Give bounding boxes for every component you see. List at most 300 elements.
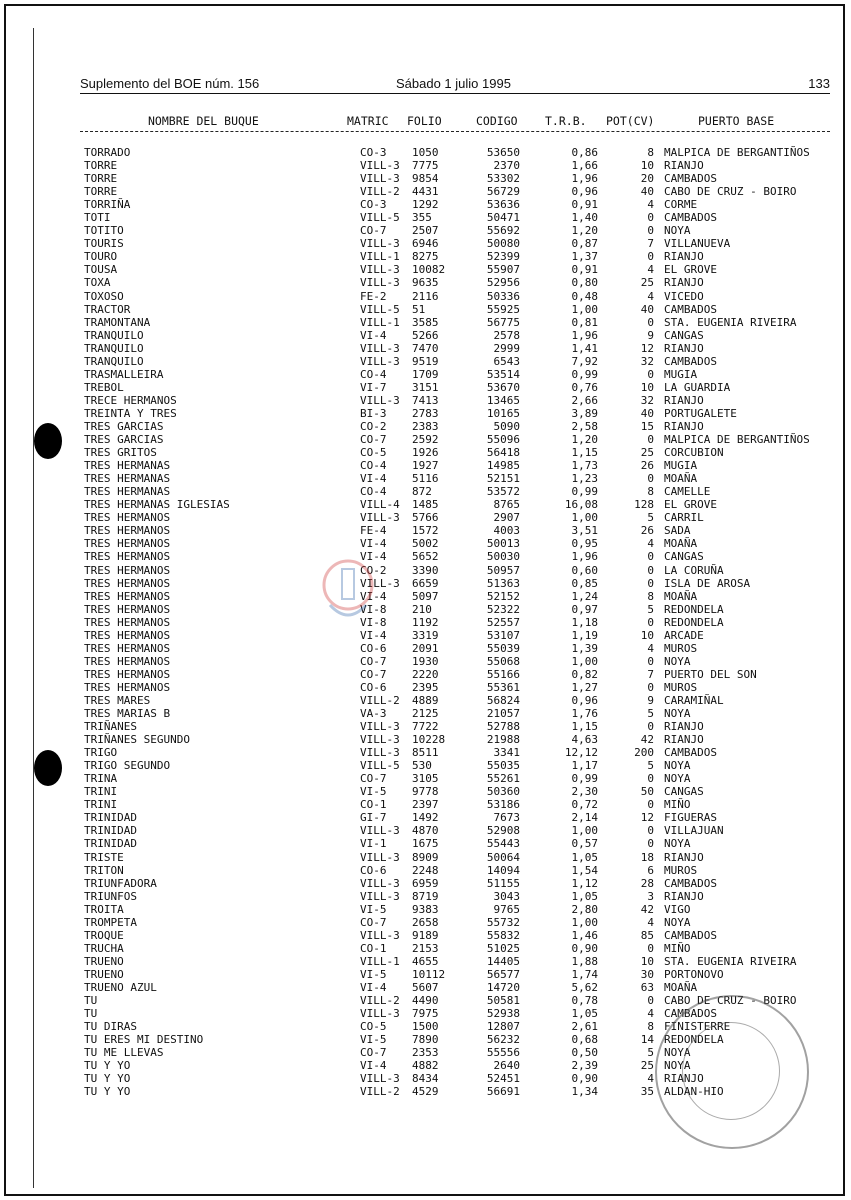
puerto-base-cell: PUERTO DEL SON xyxy=(664,667,757,681)
codigo-cell: 55068 xyxy=(486,654,520,668)
folio-cell: 3151 xyxy=(412,380,439,394)
matricula-cell: VILL-1 xyxy=(360,250,400,264)
puerto-base-cell: MOAÑA xyxy=(664,981,698,994)
vessel-name-cell: TOUSA xyxy=(84,263,118,277)
puerto-base-cell: CORME xyxy=(664,198,698,212)
vessel-name-cell: TOURO xyxy=(84,250,118,264)
vessel-name-cell: TU xyxy=(84,994,98,1008)
trb-cell: 1,00 xyxy=(571,511,598,525)
matricula-cell: VI-5 xyxy=(360,1033,387,1047)
matricula-cell: CO-7 xyxy=(360,654,387,668)
table-row xyxy=(0,824,851,837)
trb-cell: 0,82 xyxy=(571,667,598,681)
puerto-base-cell: STA. EUGENIA RIVEIRA xyxy=(664,954,797,968)
vessel-name-cell: TRES HERMANOS xyxy=(84,589,171,603)
matricula-cell: BI-3 xyxy=(360,406,387,420)
vessel-name-cell: TORRE xyxy=(84,185,118,199)
vessel-name-cell: TRECE HERMANOS xyxy=(84,393,177,407)
col-header-trb: T.R.B. xyxy=(545,114,587,128)
table-row xyxy=(0,185,851,198)
puerto-base-cell: NOYA xyxy=(664,654,691,668)
potencia-cell: 4 xyxy=(647,915,654,929)
table-row xyxy=(0,485,851,498)
folio-cell: 2592 xyxy=(412,433,439,447)
codigo-cell: 50360 xyxy=(486,785,520,799)
potencia-cell: 5 xyxy=(647,511,654,525)
folio-cell: 9635 xyxy=(412,276,439,290)
folio-cell: 1930 xyxy=(412,654,439,668)
folio-cell: 1927 xyxy=(412,459,439,473)
folio-cell: 6946 xyxy=(412,237,439,251)
trb-cell: 0,95 xyxy=(571,537,598,551)
puerto-base-cell: MOAÑA xyxy=(664,472,698,486)
matricula-cell: CO-5 xyxy=(360,446,387,460)
puerto-base-cell: PORTUGALETE xyxy=(664,406,737,420)
table-row xyxy=(0,733,851,746)
trb-cell: 1,27 xyxy=(571,680,598,694)
matricula-cell: VI-4 xyxy=(360,1059,387,1073)
puerto-base-cell: ARCADE xyxy=(664,628,704,642)
codigo-cell: 50957 xyxy=(486,563,520,577)
codigo-cell: 53670 xyxy=(486,380,520,394)
matricula-cell: CO-2 xyxy=(360,563,387,577)
table-row xyxy=(0,394,851,407)
table-row xyxy=(0,211,851,224)
trb-cell: 1,15 xyxy=(571,446,598,460)
codigo-cell: 55907 xyxy=(486,263,520,277)
potencia-cell: 0 xyxy=(647,315,654,329)
folio-cell: 5766 xyxy=(412,511,439,525)
vessel-name-cell: TRES HERMANOS xyxy=(84,628,171,642)
page-number: 133 xyxy=(808,76,830,91)
vessel-name-cell: TRES HERMANOS xyxy=(84,524,171,538)
potencia-cell: 8 xyxy=(647,485,654,499)
trb-cell: 1,74 xyxy=(571,967,598,981)
col-header-matric: MATRIC xyxy=(347,114,389,128)
vessel-name-cell: TOTITO xyxy=(84,224,124,238)
folio-cell: 2397 xyxy=(412,798,439,812)
trb-cell: 1,34 xyxy=(571,1085,598,1099)
potencia-cell: 12 xyxy=(640,811,654,825)
folio-cell: 5097 xyxy=(412,589,439,603)
codigo-cell: 53186 xyxy=(486,798,520,812)
folio-cell: 4870 xyxy=(412,824,439,838)
codigo-cell: 2999 xyxy=(493,341,520,355)
trb-cell: 1,37 xyxy=(571,250,598,264)
puerto-base-cell: CARRIL xyxy=(664,511,704,525)
vessel-name-cell: TRIUNFADORA xyxy=(84,876,157,890)
table-row xyxy=(0,955,851,968)
matricula-cell: VILL-3 xyxy=(360,746,400,760)
vessel-name-cell: TRES MARIAS B xyxy=(84,707,171,721)
folio-cell: 8434 xyxy=(412,1072,439,1086)
folio-cell: 530 xyxy=(412,759,432,773)
vessel-name-cell: TRES HERMANOS xyxy=(84,550,171,564)
vessel-name-cell: TU ME LLEVAS xyxy=(84,1046,164,1060)
potencia-cell: 9 xyxy=(647,328,654,342)
potencia-cell: 85 xyxy=(640,928,654,942)
codigo-cell: 21988 xyxy=(486,733,520,747)
matricula-cell: VILL-3 xyxy=(360,876,400,890)
vessel-name-cell: TRES MARES xyxy=(84,693,151,707)
table-row xyxy=(0,616,851,629)
potencia-cell: 50 xyxy=(640,785,654,799)
matricula-cell: CO-7 xyxy=(360,433,387,447)
puerto-base-cell: RIANJO xyxy=(664,341,704,355)
vessel-name-cell: TROQUE xyxy=(84,928,124,942)
codigo-cell: 51363 xyxy=(486,576,520,590)
puerto-base-cell: FINISTERRE xyxy=(664,1020,731,1034)
codigo-cell: 2578 xyxy=(493,328,520,342)
puerto-base-cell: VILLAJUAN xyxy=(664,824,724,838)
matricula-cell: VILL-3 xyxy=(360,889,400,903)
matricula-cell: VILL-1 xyxy=(360,954,400,968)
matricula-cell: CO-3 xyxy=(360,198,387,212)
vessel-name-cell: TOXOSO xyxy=(84,289,124,303)
codigo-cell: 55832 xyxy=(486,928,520,942)
col-header-codigo: CODIGO xyxy=(476,114,518,128)
potencia-cell: 8 xyxy=(647,146,654,159)
folio-cell: 4490 xyxy=(412,994,439,1008)
puerto-base-cell: REDONDELA xyxy=(664,602,724,616)
folio-cell: 2248 xyxy=(412,863,439,877)
puerto-base-cell: RIANJO xyxy=(664,250,704,264)
trb-cell: 0,60 xyxy=(571,563,598,577)
vessel-name-cell: TRIGO xyxy=(84,746,118,760)
table-row xyxy=(0,655,851,668)
potencia-cell: 0 xyxy=(647,680,654,694)
folio-cell: 10228 xyxy=(412,733,446,747)
vessel-name-cell: TRES HERMANOS xyxy=(84,563,171,577)
puerto-base-cell: CAMBADOS xyxy=(664,172,717,186)
codigo-cell: 52152 xyxy=(486,589,520,603)
folio-cell: 2395 xyxy=(412,680,439,694)
vessel-name-cell: TU Y YO xyxy=(84,1059,131,1073)
vessel-table xyxy=(0,146,851,1098)
puerto-base-cell: NOYA xyxy=(664,759,691,773)
vessel-name-cell: TRES GARCIAS xyxy=(84,419,164,433)
folio-cell: 2353 xyxy=(412,1046,439,1060)
codigo-cell: 55261 xyxy=(486,772,520,786)
codigo-cell: 52557 xyxy=(486,615,520,629)
table-row xyxy=(0,290,851,303)
puerto-base-cell: CARAMIÑAL xyxy=(664,693,724,707)
table-row xyxy=(0,772,851,785)
puerto-base-cell: ALDAN-HIO xyxy=(664,1085,724,1099)
matricula-cell: VILL-4 xyxy=(360,498,400,512)
puerto-base-cell: MUGIA xyxy=(664,367,698,381)
vessel-name-cell: TRISTE xyxy=(84,850,124,864)
trb-cell: 1,17 xyxy=(571,759,598,773)
trb-cell: 2,58 xyxy=(571,419,598,433)
trb-cell: 0,96 xyxy=(571,693,598,707)
potencia-cell: 12 xyxy=(640,341,654,355)
matricula-cell: CO-4 xyxy=(360,367,387,381)
table-row xyxy=(0,237,851,250)
potencia-cell: 63 xyxy=(640,981,654,994)
puerto-base-cell: REDONDELA xyxy=(664,1033,724,1047)
trb-cell: 0,50 xyxy=(571,1046,598,1060)
potencia-cell: 0 xyxy=(647,224,654,238)
matricula-cell: VI-1 xyxy=(360,837,387,851)
puerto-base-cell: MUROS xyxy=(664,680,698,694)
puerto-base-cell: MALPICA DE BERGANTIÑOS xyxy=(664,146,810,159)
potencia-cell: 42 xyxy=(640,902,654,916)
trb-cell: 0,80 xyxy=(571,276,598,290)
potencia-cell: 4 xyxy=(647,537,654,551)
vessel-name-cell: TRAMONTANA xyxy=(84,315,151,329)
publication-date: Sábado 1 julio 1995 xyxy=(396,76,511,91)
matricula-cell: CO-4 xyxy=(360,485,387,499)
folio-cell: 1500 xyxy=(412,1020,439,1034)
trb-cell: 1,00 xyxy=(571,654,598,668)
matricula-cell: CO-2 xyxy=(360,419,387,433)
puerto-base-cell: RIANJO xyxy=(664,419,704,433)
codigo-cell: 55166 xyxy=(486,667,520,681)
table-row xyxy=(0,785,851,798)
potencia-cell: 5 xyxy=(647,759,654,773)
potencia-cell: 28 xyxy=(640,876,654,890)
puerto-base-cell: RIANJO xyxy=(664,1072,704,1086)
matricula-cell: CO-1 xyxy=(360,798,387,812)
potencia-cell: 15 xyxy=(640,419,654,433)
folio-cell: 10112 xyxy=(412,967,446,981)
vessel-name-cell: TRINIDAD xyxy=(84,811,137,825)
trb-cell: 1,41 xyxy=(571,341,598,355)
vessel-name-cell: TROITA xyxy=(84,902,124,916)
folio-cell: 8719 xyxy=(412,889,439,903)
vessel-name-cell: TRES HERMANOS xyxy=(84,641,171,655)
puerto-base-cell: CAMBADOS xyxy=(664,1007,717,1021)
table-row xyxy=(0,511,851,524)
table-row xyxy=(0,433,851,446)
puerto-base-cell: RIANJO xyxy=(664,276,704,290)
folio-cell: 1675 xyxy=(412,837,439,851)
trb-cell: 0,90 xyxy=(571,1072,598,1086)
potencia-cell: 26 xyxy=(640,459,654,473)
codigo-cell: 52399 xyxy=(486,250,520,264)
trb-cell: 1,96 xyxy=(571,328,598,342)
publication-title: Suplemento del BOE núm. 156 xyxy=(80,76,260,91)
matricula-cell: VA-3 xyxy=(360,707,387,721)
puerto-base-cell: PORTONOVO xyxy=(664,967,724,981)
folio-cell: 6959 xyxy=(412,876,439,890)
table-row xyxy=(0,590,851,603)
puerto-base-cell: NOYA xyxy=(664,915,691,929)
codigo-cell: 56775 xyxy=(486,315,520,329)
table-row xyxy=(0,746,851,759)
header-dashed-rule xyxy=(80,131,830,132)
puerto-base-cell: REDONDELA xyxy=(664,615,724,629)
folio-cell: 7775 xyxy=(412,159,439,173)
table-row xyxy=(0,694,851,707)
trb-cell: 1,39 xyxy=(571,641,598,655)
vessel-name-cell: TU xyxy=(84,1007,98,1021)
trb-cell: 1,05 xyxy=(571,850,598,864)
folio-cell: 2507 xyxy=(412,224,439,238)
codigo-cell: 55035 xyxy=(486,759,520,773)
table-row xyxy=(0,603,851,616)
vessel-name-cell: TRANQUILO xyxy=(84,354,144,368)
table-row xyxy=(0,903,851,916)
folio-cell: 2153 xyxy=(412,941,439,955)
potencia-cell: 0 xyxy=(647,367,654,381)
puerto-base-cell: RIANJO xyxy=(664,393,704,407)
puerto-base-cell: RIANJO xyxy=(664,159,704,173)
potencia-cell: 35 xyxy=(640,1085,654,1099)
folio-cell: 4882 xyxy=(412,1059,439,1073)
folio-cell: 3319 xyxy=(412,628,439,642)
folio-cell: 2091 xyxy=(412,641,439,655)
vessel-name-cell: TRANQUILO xyxy=(84,328,144,342)
table-row xyxy=(0,916,851,929)
puerto-base-cell: ISLA DE AROSA xyxy=(664,576,751,590)
puerto-base-cell: RIANJO xyxy=(664,733,704,747)
folio-cell: 2125 xyxy=(412,707,439,721)
puerto-base-cell: MALPICA DE BERGANTIÑOS xyxy=(664,433,810,447)
trb-cell: 0,57 xyxy=(571,837,598,851)
potencia-cell: 200 xyxy=(634,746,654,760)
matricula-cell: VILL-3 xyxy=(360,393,400,407)
potencia-cell: 40 xyxy=(640,185,654,199)
matricula-cell: VILL-3 xyxy=(360,511,400,525)
trb-cell: 1,00 xyxy=(571,302,598,316)
potencia-cell: 14 xyxy=(640,1033,654,1047)
potencia-cell: 0 xyxy=(647,824,654,838)
trb-cell: 12,12 xyxy=(564,746,598,760)
table-row xyxy=(0,564,851,577)
potencia-cell: 0 xyxy=(647,615,654,629)
codigo-cell: 53107 xyxy=(486,628,520,642)
table-row xyxy=(0,303,851,316)
table-row xyxy=(0,798,851,811)
potencia-cell: 18 xyxy=(640,850,654,864)
folio-cell: 355 xyxy=(412,211,432,225)
table-row xyxy=(0,146,851,159)
vessel-name-cell: TRES HERMANOS xyxy=(84,576,171,590)
matricula-cell: GI-7 xyxy=(360,811,387,825)
trb-cell: 2,39 xyxy=(571,1059,598,1073)
vessel-name-cell: TRES HERMANAS xyxy=(84,472,171,486)
table-row xyxy=(0,355,851,368)
folio-cell: 1572 xyxy=(412,524,439,538)
matricula-cell: VI-4 xyxy=(360,537,387,551)
potencia-cell: 0 xyxy=(647,994,654,1008)
potencia-cell: 25 xyxy=(640,446,654,460)
puerto-base-cell: LA CORUÑA xyxy=(664,563,724,577)
vessel-name-cell: TRIUNFOS xyxy=(84,889,137,903)
potencia-cell: 4 xyxy=(647,289,654,303)
trb-cell: 7,92 xyxy=(571,354,598,368)
trb-cell: 1,05 xyxy=(571,1007,598,1021)
potencia-cell: 9 xyxy=(647,693,654,707)
matricula-cell: CO-6 xyxy=(360,863,387,877)
matricula-cell: VILL-3 xyxy=(360,928,400,942)
table-row xyxy=(0,851,851,864)
puerto-base-cell: MUROS xyxy=(664,641,698,655)
table-row xyxy=(0,446,851,459)
trb-cell: 1,96 xyxy=(571,550,598,564)
folio-cell: 2383 xyxy=(412,419,439,433)
matricula-cell: VI-5 xyxy=(360,785,387,799)
potencia-cell: 42 xyxy=(640,733,654,747)
potencia-cell: 0 xyxy=(647,720,654,734)
codigo-cell: 50581 xyxy=(486,994,520,1008)
trb-cell: 1,73 xyxy=(571,459,598,473)
matricula-cell: VILL-2 xyxy=(360,994,400,1008)
vessel-name-cell: TOTI xyxy=(84,211,111,225)
codigo-cell: 52451 xyxy=(486,1072,520,1086)
trb-cell: 1,15 xyxy=(571,720,598,734)
table-row xyxy=(0,250,851,263)
potencia-cell: 5 xyxy=(647,602,654,616)
puerto-base-cell: STA. EUGENIA RIVEIRA xyxy=(664,315,797,329)
header-rule xyxy=(80,93,830,94)
puerto-base-cell: CAMBADOS xyxy=(664,354,717,368)
trb-cell: 3,89 xyxy=(571,406,598,420)
trb-cell: 0,72 xyxy=(571,798,598,812)
page-header xyxy=(80,76,830,92)
matricula-cell: FE-2 xyxy=(360,289,387,303)
trb-cell: 2,66 xyxy=(571,393,598,407)
folio-cell: 8511 xyxy=(412,746,439,760)
matricula-cell: VI-7 xyxy=(360,380,387,394)
trb-cell: 1,40 xyxy=(571,211,598,225)
table-row xyxy=(0,342,851,355)
vessel-name-cell: TORRE xyxy=(84,159,118,173)
matricula-cell: VILL-1 xyxy=(360,315,400,329)
matricula-cell: CO-7 xyxy=(360,667,387,681)
trb-cell: 1,54 xyxy=(571,863,598,877)
codigo-cell: 53650 xyxy=(486,146,520,159)
vessel-name-cell: TRUENO AZUL xyxy=(84,981,157,994)
potencia-cell: 0 xyxy=(647,250,654,264)
folio-cell: 10082 xyxy=(412,263,446,277)
codigo-cell: 51025 xyxy=(486,941,520,955)
table-row xyxy=(0,720,851,733)
table-row xyxy=(0,263,851,276)
codigo-cell: 52788 xyxy=(486,720,520,734)
folio-cell: 3390 xyxy=(412,563,439,577)
potencia-cell: 5 xyxy=(647,707,654,721)
potencia-cell: 32 xyxy=(640,354,654,368)
matricula-cell: VILL-3 xyxy=(360,276,400,290)
matricula-cell: VILL-5 xyxy=(360,211,400,225)
folio-cell: 2658 xyxy=(412,915,439,929)
vessel-name-cell: TRASMALLEIRA xyxy=(84,367,164,381)
potencia-cell: 8 xyxy=(647,589,654,603)
trb-cell: 1,20 xyxy=(571,433,598,447)
puerto-base-cell: MUROS xyxy=(664,863,698,877)
potencia-cell: 10 xyxy=(640,380,654,394)
folio-cell: 7722 xyxy=(412,720,439,734)
puerto-base-cell: CORCUBION xyxy=(664,446,724,460)
potencia-cell: 26 xyxy=(640,524,654,538)
trb-cell: 16,08 xyxy=(564,498,598,512)
folio-cell: 7413 xyxy=(412,393,439,407)
codigo-cell: 55692 xyxy=(486,224,520,238)
trb-cell: 0,81 xyxy=(571,315,598,329)
puerto-base-cell: CAMBADOS xyxy=(664,746,717,760)
table-row xyxy=(0,329,851,342)
potencia-cell: 32 xyxy=(640,393,654,407)
codigo-cell: 53302 xyxy=(486,172,520,186)
matricula-cell: VI-4 xyxy=(360,328,387,342)
potencia-cell: 8 xyxy=(647,1020,654,1034)
puerto-base-cell: NOYA xyxy=(664,772,691,786)
matricula-cell: VI-4 xyxy=(360,589,387,603)
vessel-name-cell: TRIÑANES SEGUNDO xyxy=(84,733,190,747)
